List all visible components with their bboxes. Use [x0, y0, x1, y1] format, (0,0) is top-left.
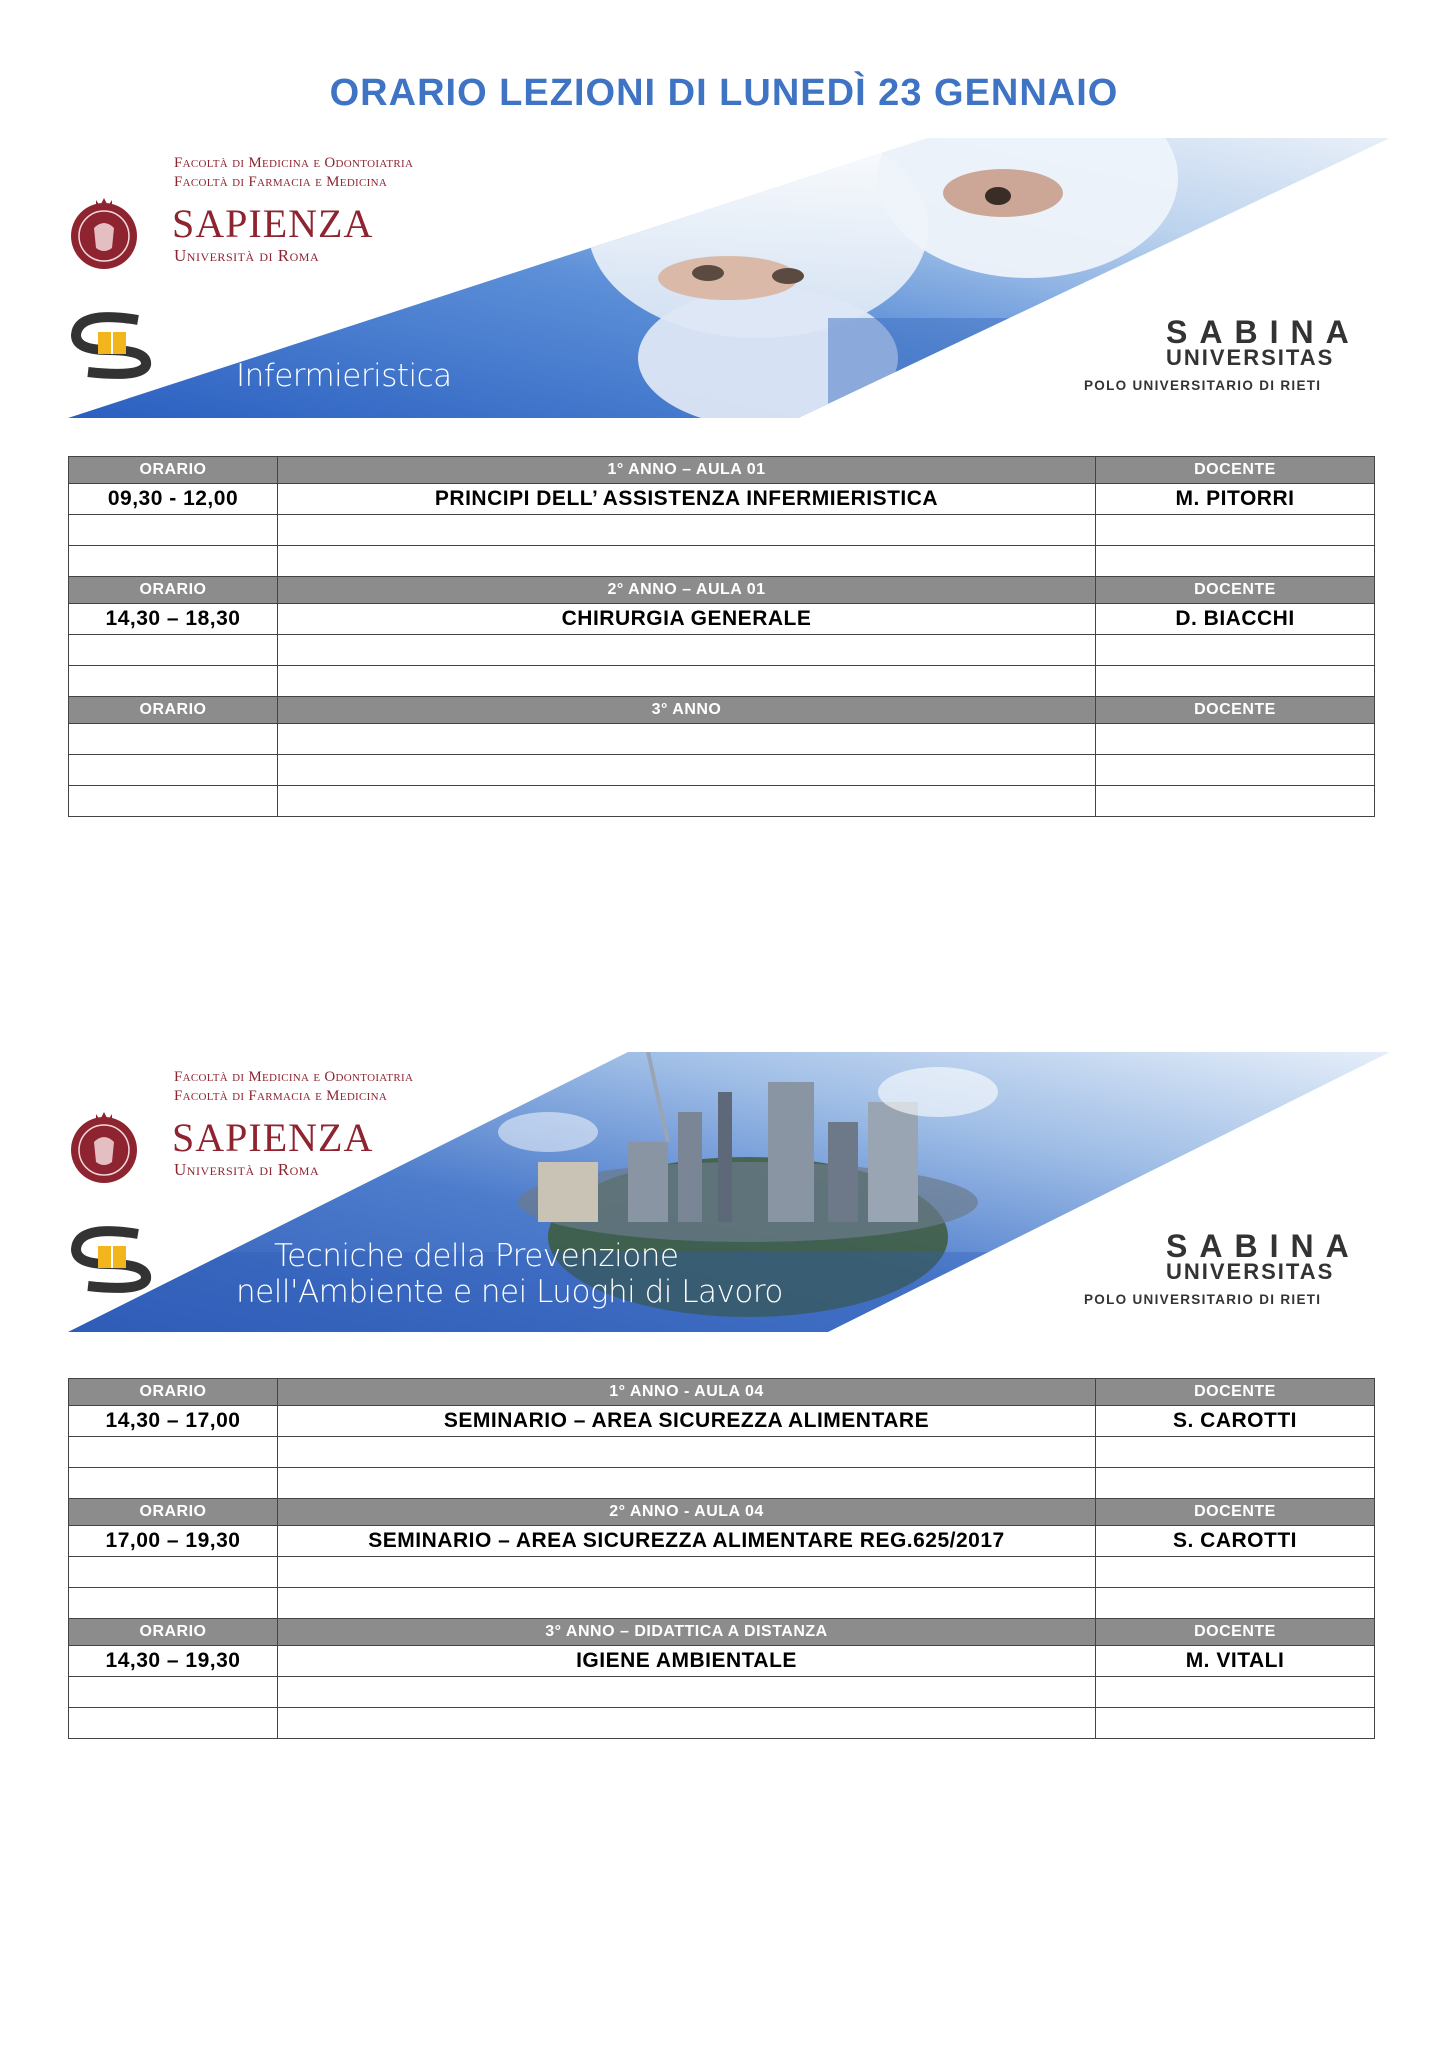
table-row — [69, 1646, 1375, 1677]
teacher-cell: M. PITORRI — [1096, 484, 1375, 515]
table-row — [69, 786, 1375, 817]
header-cell: DOCENTE — [1096, 577, 1375, 604]
header-cell: ORARIO — [69, 457, 278, 484]
table-row — [69, 484, 1375, 515]
teacher-cell: D. BIACCHI — [1096, 604, 1375, 635]
table-row — [69, 1677, 1375, 1708]
partner-tagline: POLO UNIVERSITARIO DI RIETI — [1084, 1292, 1322, 1307]
partner-sub: UNIVERSITAS — [1166, 345, 1335, 370]
time-cell: 17,00 – 19,30 — [69, 1526, 278, 1557]
course-name-line-2: nell'Ambiente e nei Luoghi di Lavoro — [236, 1274, 783, 1310]
header-cell: ORARIO — [69, 1499, 278, 1526]
banner-tecniche-prevenzione — [68, 1052, 1390, 1332]
university-sub: Università di Roma — [174, 246, 320, 265]
partner-sub: UNIVERSITAS — [1166, 1259, 1335, 1284]
header-cell: DOCENTE — [1096, 697, 1375, 724]
partner-name: SABINA — [1166, 314, 1361, 350]
table-row — [69, 515, 1375, 546]
table-header-row — [69, 577, 1375, 604]
sapienza-seal-logo — [68, 192, 140, 272]
header-cell: 2° ANNO – AULA 01 — [278, 577, 1096, 604]
header-cell: 3° ANNO – DIDATTICA A DISTANZA — [278, 1619, 1096, 1646]
header-cell: 3° ANNO — [278, 697, 1096, 724]
sabina-book-icon — [68, 1224, 160, 1294]
faculty-line-1: Facoltà di Medicina e Odontoiatria — [174, 155, 414, 171]
teacher-cell: S. CAROTTI — [1096, 1406, 1375, 1437]
table-header-row — [69, 697, 1375, 724]
page-title: ORARIO LEZIONI DI LUNEDÌ 23 GENNAIO — [329, 72, 1119, 114]
table-row — [69, 666, 1375, 697]
header-cell: ORARIO — [69, 1619, 278, 1646]
sabina-book-icon — [68, 310, 160, 380]
table-row — [69, 1468, 1375, 1499]
partner-name: SABINA — [1166, 1228, 1361, 1264]
table-header-row — [69, 1619, 1375, 1646]
subject-cell: SEMINARIO – AREA SICUREZZA ALIMENTARE — [278, 1406, 1096, 1437]
table-header-row — [69, 457, 1375, 484]
subject-cell: SEMINARIO – AREA SICUREZZA ALIMENTARE REG.625/2017 — [278, 1526, 1096, 1557]
faculty-line-2: Facoltà di Farmacia e Medicina — [174, 174, 388, 190]
table-header-row — [69, 1499, 1375, 1526]
partner-tagline: POLO UNIVERSITARIO DI RIETI — [1084, 378, 1322, 393]
faculty-line-1: Facoltà di Medicina e Odontoiatria — [174, 1069, 414, 1085]
subject-cell: CHIRURGIA GENERALE — [278, 604, 1096, 635]
banner-infermieristica — [68, 138, 1390, 418]
header-cell: ORARIO — [69, 697, 278, 724]
table-row — [69, 1406, 1375, 1437]
table-row — [69, 1437, 1375, 1468]
sapienza-seal-logo — [68, 1106, 140, 1186]
table-header-row — [69, 1379, 1375, 1406]
time-cell: 14,30 – 18,30 — [69, 604, 278, 635]
header-cell: 1° ANNO – AULA 01 — [278, 457, 1096, 484]
table-row — [69, 546, 1375, 577]
header-cell: DOCENTE — [1096, 1619, 1375, 1646]
subject-cell: IGIENE AMBIENTALE — [278, 1646, 1096, 1677]
header-cell: ORARIO — [69, 1379, 278, 1406]
header-cell: 2° ANNO - AULA 04 — [278, 1499, 1096, 1526]
table-row — [69, 604, 1375, 635]
table-row — [69, 1708, 1375, 1739]
university-sub: Università di Roma — [174, 1160, 320, 1179]
time-cell: 09,30 - 12,00 — [69, 484, 278, 515]
header-cell: 1° ANNO - AULA 04 — [278, 1379, 1096, 1406]
faculty-line-2: Facoltà di Farmacia e Medicina — [174, 1088, 388, 1104]
teacher-cell: S. CAROTTI — [1096, 1526, 1375, 1557]
schedule-table-tecniche-prevenzione — [68, 1378, 1375, 1739]
header-cell: DOCENTE — [1096, 457, 1375, 484]
header-cell: ORARIO — [69, 577, 278, 604]
university-name: SAPIENZA — [172, 201, 374, 246]
course-name-line-1: Tecniche della Prevenzione — [274, 1238, 679, 1274]
table-row — [69, 724, 1375, 755]
header-cell: DOCENTE — [1096, 1499, 1375, 1526]
header-cell: DOCENTE — [1096, 1379, 1375, 1406]
table-row — [69, 1557, 1375, 1588]
teacher-cell: M. VITALI — [1096, 1646, 1375, 1677]
table-row — [69, 635, 1375, 666]
schedule-table-infermieristica — [68, 456, 1375, 817]
table-row — [69, 1588, 1375, 1619]
time-cell: 14,30 – 17,00 — [69, 1406, 278, 1437]
subject-cell: PRINCIPI DELL’ ASSISTENZA INFERMIERISTICA — [278, 484, 1096, 515]
table-row — [69, 755, 1375, 786]
course-name: Infermieristica — [236, 358, 452, 394]
university-name: SAPIENZA — [172, 1115, 374, 1160]
time-cell: 14,30 – 19,30 — [69, 1646, 278, 1677]
table-row — [69, 1526, 1375, 1557]
